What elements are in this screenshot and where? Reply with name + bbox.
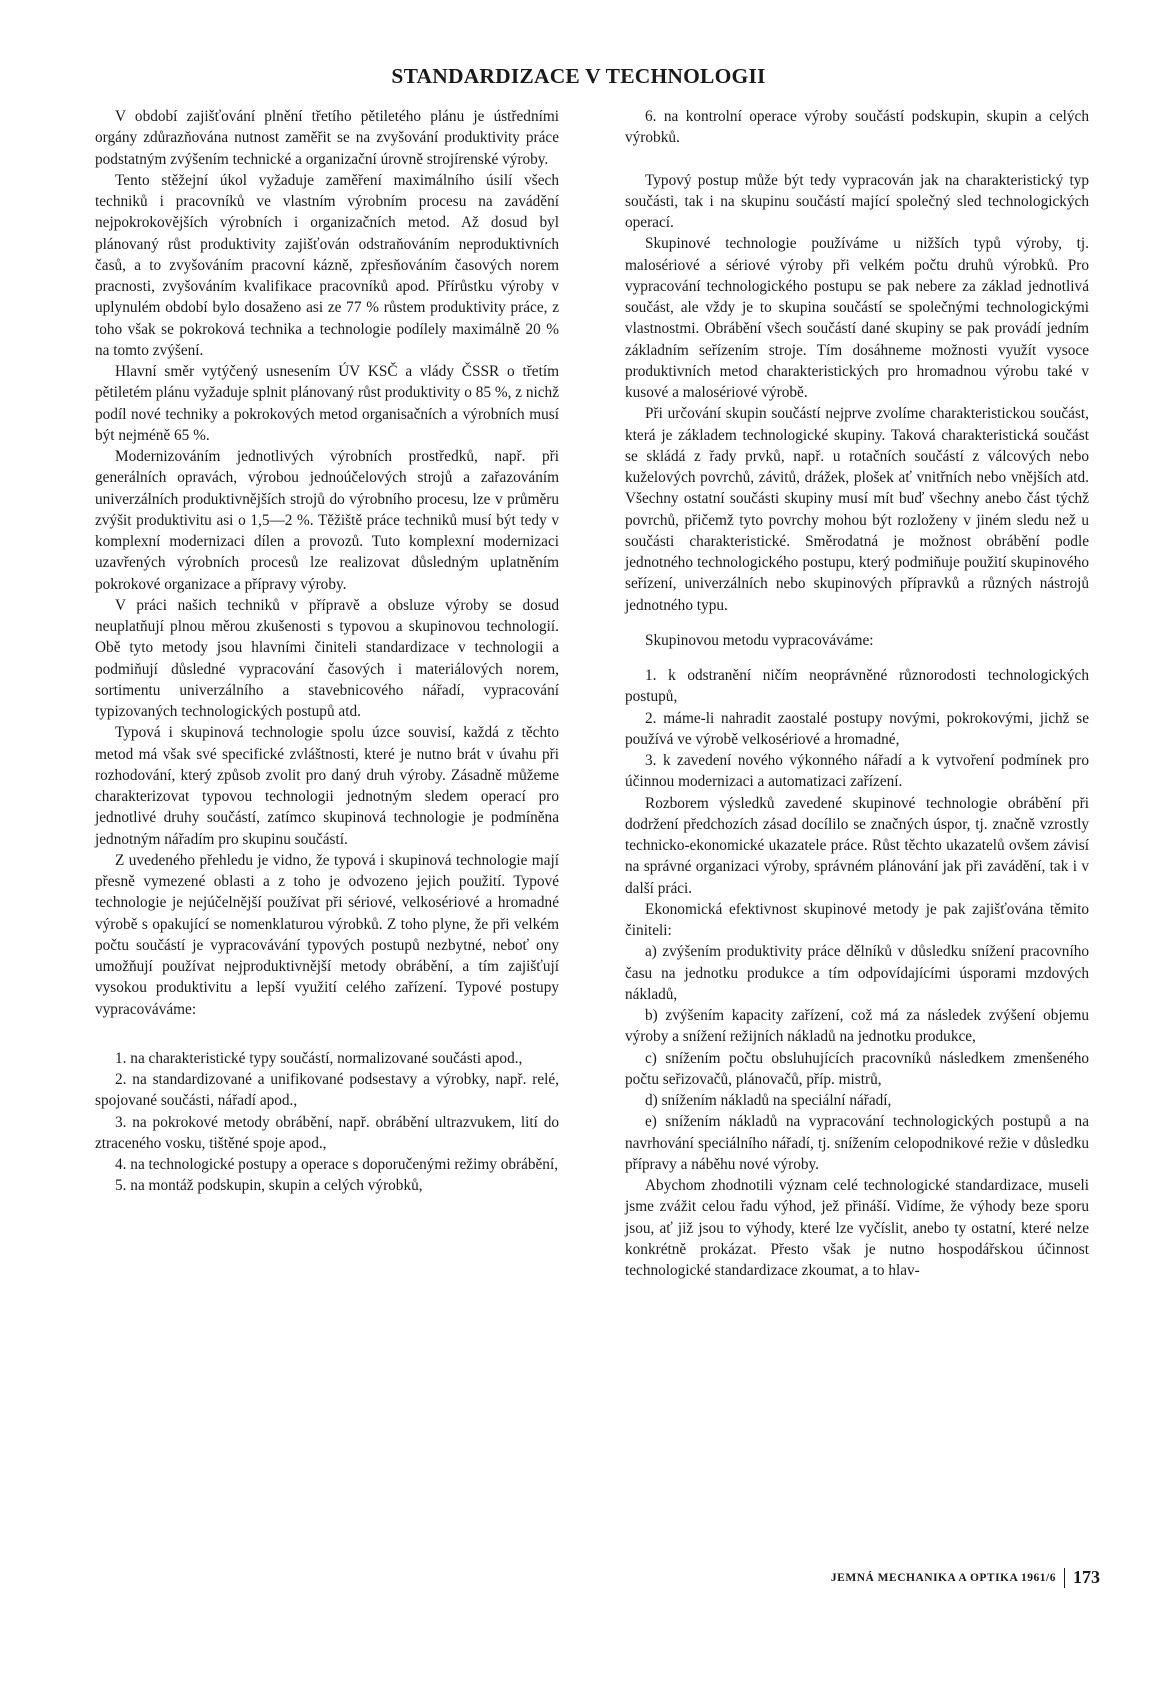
list-item: 2. máme-li nahradit zaostalé postupy novými, pokrokovými, jichž se používá ve výrobě velkosériové a hromadné, <box>625 709 1089 748</box>
paragraph: Z uvedeného přehledu je vidno, že typová i skupinová technologie mají přesně vymezené oblasti a z toho je odvozeno jejich použití. Typové technologie je nejúčelnější používat při sériové, velkosériové a hromadné výrobě s opakující se nomenklaturou výrobků. Z toho plyne, že při velkém počtu součástí je vypracovávání typových postupů nezbytné, neboť ony umožňují používat nejproduktivnější metody obrábění, a tím zajišťují vysokou produktivitu a lepší využití celého zařízení. Typové postupy vypracováváme: <box>95 851 559 1018</box>
paragraph: Typový postup může být tedy vypracován jak na charakteristický typ součásti, tak i na skupinu součástí mající společný sled technologických operací. <box>625 171 1089 231</box>
list-item: 5. na montáž podskupin, skupin a celých výrobků, <box>115 1177 423 1195</box>
footer-divider <box>1064 1568 1065 1588</box>
list-item: 6. na kontrolní operace výroby součástí podskupin, skupin a celých výrobků. <box>625 108 1089 147</box>
list-item: c) snížením počtu obsluhujících pracovníků následkem zmenšeného počtu seřizovačů, plánovačů, příp. mistrů, <box>625 1049 1089 1088</box>
paragraph: Hlavní směr vytýčený usnesením ÚV KSČ a vlády ČSSR o třetím pětiletém plánu vyžaduje splnit plánovaný růst produktivity o 85 %, z nichž podíl nové techniky a pokrokových metod organisačních a výrobních musí být nejméně 65 %. <box>95 363 559 444</box>
list-item: 4. na technologické postupy a operace s doporučenými režimy obrábění, <box>115 1156 559 1173</box>
paragraph: V období zajišťování plnění třetího pětiletého plánu je ústředními orgány zdůrazňována nutnost zaměřit se na zvyšování produktivity práce podstatným zvýšením technické a organizační úrovně strojírenské výroby. <box>95 108 559 168</box>
list-item: b) zvýšením kapacity zařízení, což má za následek zvýšení objemu výroby a snížení režijních nákladů na jednotku produkce, <box>625 1007 1089 1046</box>
page-footer <box>720 1567 1100 1588</box>
journal-name: JEMNÁ MECHANIKA A OPTIKA 1961/6 <box>830 1571 1056 1584</box>
paragraph: Skupinovou metodu vypracováváme: <box>645 631 874 649</box>
list-item: a) zvýšením produktivity práce dělníků v důsledku snížení pracovního času na jednotku produkce a tím odpovídajícími úsporami mzdových nákladů, <box>625 943 1089 1003</box>
article-title: STANDARDIZACE V TECHNOLOGII <box>391 64 766 88</box>
paragraph: Při určování skupin součástí nejprve zvolíme charakteristickou součást, která je základem technologické skupiny. Taková charakteristická součást se skládá z řady prvků, např. u rotačních součástí z válcových nebo kuželových povrchů, závitů, drážek, plošek ať vnitřních nebo vnějších atd. Všechny ostatní součásti skupiny musí mít buď všechny anebo část týchž povrchů, přičemž tyto povrchy mohou být rozloženy v jiném sledu než u součásti charakteristické. Směrodatná je možnost obrábění podle jednotného technologického postupu, který podmiňuje použití skupinového seřízení, univerzálních nebo skupinových přípravků a různých nástrojů jednotného typu. <box>625 405 1089 614</box>
list-item: 1. na charakteristické typy součástí, normalizované součásti apod., <box>115 1049 523 1067</box>
paragraph: Modernizováním jednotlivých výrobních prostředků, např. při generálních opravách, výrobou jednoúčelových strojů a zařazováním univerzálních produktivnějších strojů do výrobního procesu, lze v průměru zvýšit produktivitu asi o 1,5—2 %. Těžiště práce techniků musí být tedy v komplexní modernizaci dílen a provozů. Tuto komplexní modernizaci uzavřených výrobních procesů lze realizovat důsledným uplatněním pokrokové organizace a přípravy výroby. <box>95 448 559 593</box>
paragraph: Ekonomická efektivnost skupinové metody je pak zajišťována těmito činiteli: <box>625 900 1089 939</box>
paragraph: Typová i skupinová technologie spolu úzce souvisí, každá z těchto metod má však své specifické zvláštnosti, které je nutno brát v úvahu při rozhodování, který způsob zvolit pro daný druh výroby. Zásadně můžeme charakterizovat typovou technologii jednotným sledem operací pro jednotlivé druhy součástí, zatímco skupinová technologie je podmíněna jednotným nářadím pro skupinu součástí. <box>95 724 559 848</box>
paragraph: V práci našich techniků v přípravě a obsluze výroby se dosud neuplatňují plnou měrou zkušenosti s typovou a skupinovou technologií. Obě tyto metody jsou hlavními činiteli standardizace v technologii a podmiňují důsledné vypracování časových i materiálových norem, sortimentu univerzálního a stavebnicového nářadí, vypracování typizovaných technologických postupů atd. <box>95 596 559 720</box>
paragraph: Tento stěžejní úkol vyžaduje zaměření maximálního úsilí všech techniků i pracovníků ve vlastním výrobním procesu na zavádění nejpokrokovějších výrobních i organizačních metod. Až dosud byl plánovaný růst produktivity zajišťován odstraňováním neproduktivních časů, a to zvyšováním pracovní kázně, zpřesňováním časových norem pracnosti, zvyšováním kvalifikace pracovníků apod. Přírůstku výroby v uplynulém období bylo dosaženo asi ze 77 % růstem produktivity práce, z toho však se pokroková technika a technologie podílely maximálně 20 % na tomto zvýšení. <box>95 171 559 359</box>
list-item: 1. k odstranění ničím neoprávněné různorodosti technologických postupů, <box>625 667 1089 706</box>
list-item: 2. na standardizované a unifikované podsestavy a výrobky, např. relé, spojované součásti, nářadí apod., <box>95 1071 559 1110</box>
left-column <box>95 106 559 1197</box>
list-item: e) snížením nákladů na vypracování technologických postupů a na navrhování speciálního nářadí, tj. snížením celopodnikové režie v důsledku přípravy a náběhu nové výroby. <box>625 1113 1089 1173</box>
paragraph: Abychom zhodnotili význam celé technologické standardizace, museli jsme zvážit celou řadu výhod, jež přináší. Vidíme, že výhody beze sporu jsou, ať již jsou to výhody, které lze vyčíslit, anebo ty ostatní, které nelze konkrétně prokázat. Přesto však je nutno hospodářskou účinnost technologické standardizace zkoumat, a to hlav- <box>625 1177 1089 1279</box>
page-number: 173 <box>1073 1567 1100 1587</box>
list-item: 3. na pokrokové metody obrábění, např. obrábění ultrazvukem, lití do ztraceného vosku, tištěné spoje apod., <box>95 1113 559 1152</box>
paragraph: Skupinové technologie používáme u nižších typů výroby, tj. malosériové a sériové výroby při velkém počtu druhů výrobků. Pro vypracování technologického postupu se pak nebere za základ jednotlivá součást, ale vždy je to skupina součástí se společnými technologickými vlastnostmi. Obrábění všech součástí dané skupiny se pak provádí jedním základním seřízením stroje. Tím dosáhneme možnosti využít vysoce produktivních metod charakteristických pro hromadnou výrobu také v kusové a malosériové výrobě. <box>625 235 1089 401</box>
paragraph: Rozborem výsledků zavedené skupinové technologie obrábění při dodržení předchozích zásad docílilo se značných úspor, tj. značně vzrostly technicko-ekonomické ukazatele práce. Růst těchto ukazatelů ovšem závisí na správné organizaci výroby, správném plánování jak při zavádění, tak i v další práci. <box>625 794 1089 897</box>
list-item: d) snížením nákladů na speciální nářadí, <box>645 1092 892 1109</box>
list-item: 3. k zavedení nového výkonného nářadí a k vytvoření podmínek pro účinnou modernizaci a automatizaci zařízení. <box>625 752 1089 791</box>
right-column <box>625 106 1089 1281</box>
